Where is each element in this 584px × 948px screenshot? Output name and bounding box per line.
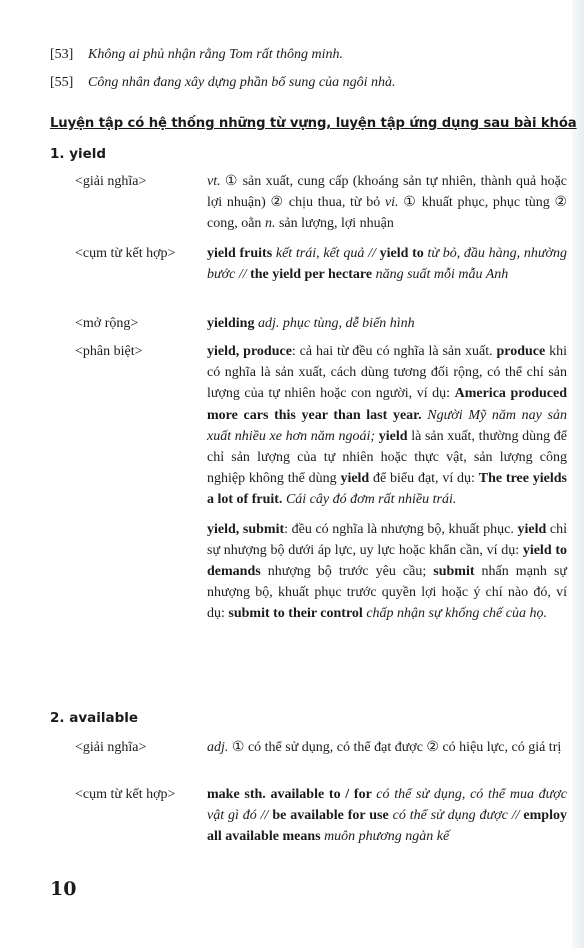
collocation-text: yield fruits kết trái, kết quả // yield to từ bỏ, đầu hàng, nhường bước // the yield per hectare năng suất mỗi mẫu Anh — [207, 246, 567, 283]
page-edge-shadow — [572, 0, 584, 948]
distinction-paragraph: yield, submit: đều có nghĩa là nhượng bộ, khuất phục. yield chỉ sự nhượng bộ dưới áp lực, uy lực hoặc khẩn cần, ví dụ: yield to demands nhượng bộ trước yêu cầu; submit nhấn mạnh sự nhượng bộ, khuất phục trước quyền lợi hoặc ý chí nào đó, ví dụ: submit to their control chấp nhận sự khống chế của họ. — [207, 521, 567, 622]
example-text: Công nhân đang xây dựng phần bổ sung của ngôi nhà. — [88, 75, 396, 90]
distinction-label: <phân biệt> — [75, 344, 143, 359]
gloss-label: <giải nghĩa> — [75, 740, 147, 755]
collocation-label: <cụm từ kết hợp> — [75, 787, 176, 802]
page-number: 10 — [50, 878, 77, 900]
section-heading: Luyện tập có hệ thống những từ vựng, luyện tập ứng dụng sau bài khóa — [50, 116, 577, 131]
gloss-text: vt. ① sản xuất, cung cấp (khoáng sản tự nhiên, thành quả hoặc lợi nhuận) ② chịu thua, từ bỏ vi. ① khuất phục, phục tùng ② cong, oằn n. sản lượng, lợi nhuận — [207, 174, 567, 232]
collocation-text: make sth. available to / for có thể sử dụng, có thể mua được vật gì đó // be available for use có thể sử dụng được // employ all available means muôn phương ngàn kế — [207, 787, 567, 845]
headword: 1. yield — [50, 146, 107, 162]
example-text: Không ai phủ nhận rằng Tom rất thông minh. — [88, 47, 344, 62]
gloss-text: adj. ① có thể sử dụng, có thể đạt được ② có hiệu lực, có giá trị — [207, 740, 562, 755]
extension-text: yielding adj. phục tùng, dễ biến hình — [207, 316, 415, 331]
distinction-paragraph: yield, produce: cả hai từ đều có nghĩa là sản xuất. produce khi có nghĩa là sản xuất, cách dùng tương đối rộng, có thể chỉ sản lượng của tự nhiên hoặc con người, ví dụ: America produced more cars this year than last year. Người Mỹ năm nay sản xuất nhiều xe hơn năm ngoái; yield là sản xuất, thường dùng để chỉ sản lượng của tự nhiên hoặc thực vật, sản lượng công nghiệp không thể dùng yield để biểu đạt, ví dụ: The tree yields a lot of fruit. Cái cây đó đơm rất nhiều trái. — [207, 344, 567, 508]
example-number: [55] — [50, 75, 74, 90]
collocation-label: <cụm từ kết hợp> — [75, 246, 176, 261]
headword: 2. available — [50, 710, 139, 726]
distinction-text — [207, 341, 567, 625]
gloss-label: <giải nghĩa> — [75, 174, 147, 189]
example-sentence — [50, 46, 343, 64]
example-sentence — [50, 74, 395, 92]
extension-label: <mở rộng> — [75, 316, 139, 331]
example-number: [53] — [50, 47, 74, 62]
